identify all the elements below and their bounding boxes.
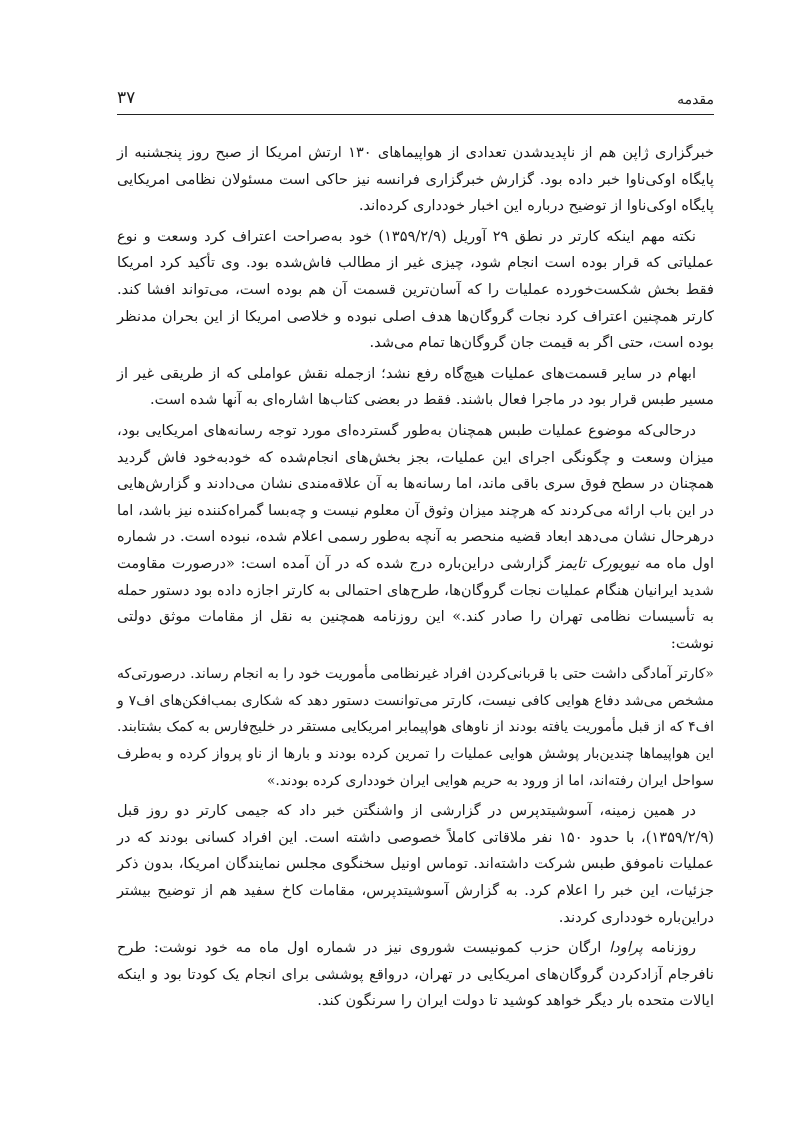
running-header	[117, 88, 714, 110]
newspaper-title-nyt: نیویورک تایمز	[556, 554, 640, 572]
paragraph-7-text-a: روزنامه	[642, 939, 697, 957]
paragraph-7	[117, 935, 714, 1015]
paragraph-4	[117, 418, 714, 657]
section-title: مقدمه	[677, 92, 714, 108]
block-quote: «کارتر آمادگی داشت حتی با قربانی‌کردن افراد غیرنظامی مأموریت خود را به انجام رساند. درصورتی‌که مشخص می‌شد دفاع هوایی کافی نیست، کارتر می‌توانست دستور دهد که شکاری بمب‌افکن‌های اف۷ و اف۴ که از قبل مأموریت یافته بودند از ناوهای هواپیمابر امریکایی مستقر در خلیج‌فارس به کمک بشتابند. این هواپیماها چندین‌بار پوشش هوایی عملیات را تمرین کرده بودند و بارها از ناو پرواز کرده و به‌طرف سواحل ایران رفته‌اند، اما از ورود به حریم هوایی ایران خودداری کرده بودند.»	[117, 666, 714, 789]
header-rule	[117, 114, 714, 115]
page-number: ۳۷	[117, 88, 136, 108]
newspaper-title-pravda: پراودا	[609, 939, 643, 957]
body-text	[117, 140, 714, 1019]
paragraph-1: خبرگزاری ژاپن هم از ناپدیدشدن تعدادی از هواپیماهای ۱۳۰ ارتش امریکا از صبح روز پنجشنبه از پایگاه اوکی‌ناوا خبر داده بود. گزارش خبرگزاری فرانسه نیز حاکی است مسئولان نظامی امریکایی پایگاه اوکی‌ناوا از توضیح درباره این اخبار خودداری کرده‌اند.	[117, 144, 714, 215]
paragraph-4-text-a: درحالی‌که موضوع عملیات طبس همچنان به‌طور گسترده‌ای مورد توجه رسانه‌های امریکایی بود، میزان وسعت و چگونگی اجرای این عملیات، بجز بخش‌های انجام‌شده که خودبه‌خود فاش گردید همچنان در سطح فوق سری باقی ماند، اما رسانه‌ها به آن علاقه‌مندی نشان می‌دادند و گزارش‌هایی در این باب ارائه می‌کردند که هرچند میزان وثوق آن معلوم نیست و چه‌بسا گمراه‌کننده نیز باشد، اما درهرحال نشان می‌دهد ابعاد قضیه منحصر به آنچه به‌طور رسمی اعلام شده، نبوده است. در شماره اول ماه مه	[117, 421, 714, 572]
paragraph-2: نکته مهم اینکه کارتر در نطق ۲۹ آوریل (۱۳۵۹/۲/۹) خود به‌صراحت اعتراف کرد وسعت و نوع عملیاتی که قرار بوده است انجام شود، چیزی غیر از مطالب فاش‌شده بود. وی تأکید کرد امریکا فقط بخش شکست‌خورده عملیات را که آسان‌ترین قسمت آن هم بوده است، می‌تواند افشا کند. کارتر همچنین اعتراف کرد نجات گروگان‌ها هدف اصلی نبوده و خلاصی امریکا از این بحران مدنظر بوده است، حتی اگر به قیمت جان گروگان‌ها تمام می‌شد.	[117, 227, 714, 352]
paragraph-4-text-b: گزارشی دراین‌باره درج شده که در آن آمده است: «درصورت مقاومت شدید ایرانیان هنگام عملیات نجات گروگان‌ها، طرح‌های احتمالی به کارتر اجازه داده بود دستور حمله به تأسیسات نظامی تهران را صادر کند.» این روزنامه همچنین به نقل از مقامات موثق دولتی نوشت:	[117, 554, 714, 652]
paragraph-7-text-b: ارگان حزب کمونیست شوروی نیز در شماره اول ماه مه خود نوشت: طرح نافرجام آزادکردن گروگان‌های امریکایی در تهران، درواقع پوششی برای انجام یک کودتا بود و اینکه ایالات متحده بار دیگر خواهد کوشید تا دولت ایران را سرنگون کند.	[117, 939, 714, 1010]
paragraph-3: ابهام در سایر قسمت‌های عملیات هیچ‌گاه رفع نشد؛ ازجمله نقش عواملی که از طریقی غیر از مسیر طبس قرار بود در ماجرا فعال باشند. فقط در بعضی کتاب‌ها اشاره‌ای به آنها شده است.	[117, 364, 714, 409]
paragraph-6: در همین زمینه، آسوشیتدپرس در گزارشی از واشنگتن خبر داد که جیمی کارتر دو روز قبل (۱۳۵۹/۲/۹)، با حدود ۱۵۰ نفر ملاقاتی کاملاً خصوصی داشته است. این افراد کسانی بودند که در عملیات ناموفق طبس شرکت داشته‌اند. توماس اونیل سخنگوی مجلس نمایندگان امریکا، بدون ذکر جزئیات، این خبر را اعلام کرد. به گزارش آسوشیتدپرس، مقامات کاخ سفید هم از توضیح بیشتر دراین‌باره خودداری کردند.	[117, 802, 714, 926]
